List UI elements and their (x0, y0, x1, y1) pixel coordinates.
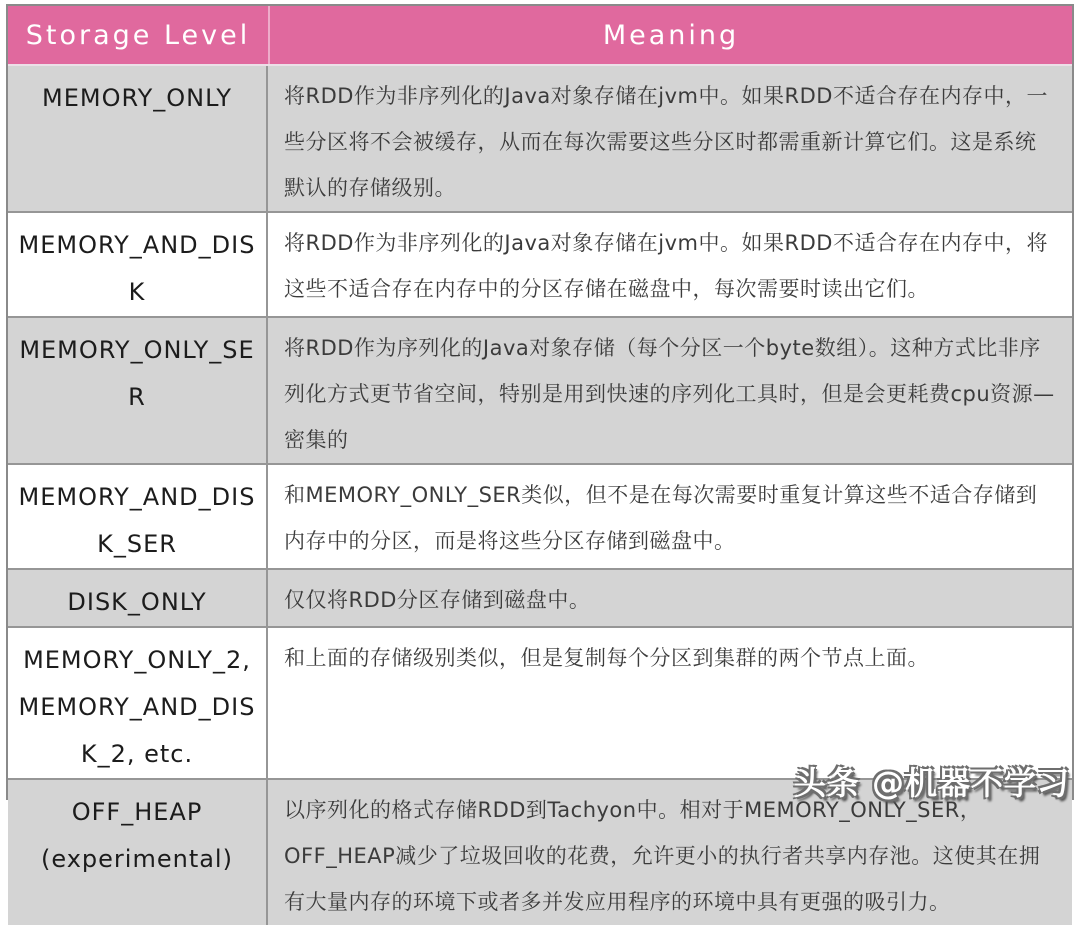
storage-level-cell: MEMORY_AND_DISK (8, 213, 268, 316)
storage-level-table (6, 4, 1074, 914)
table-header-row (8, 6, 1072, 66)
storage-level-cell: MEMORY_AND_DISK_SER (8, 465, 268, 568)
meaning-cell: 将RDD作为非序列化的Java对象存储在jvm中。如果RDD不适合存在内存中，一些分区将不会被缓存，从而在每次需要这些分区时都需重新计算它们。这是系统默认的存储级别。 (284, 84, 1048, 200)
storage-level-cell: MEMORY_ONLY (8, 66, 268, 211)
table-row (8, 213, 1072, 318)
table-row (8, 318, 1072, 465)
column-header-meaning: Meaning (602, 19, 740, 51)
table-row (8, 570, 1072, 628)
meaning-cell: 将RDD作为非序列化的Java对象存储在jvm中。如果RDD不适合存在内存中，将这些不适合存在内存中的分区存储在磁盘中，每次需要时读出它们。 (284, 231, 1048, 301)
storage-level-cell: DISK_ONLY (8, 570, 268, 626)
toutiao-watermark: 头条 @机器不学习 (793, 764, 1070, 802)
storage-level-cell: OFF_HEAP (experimental) (8, 780, 268, 925)
column-header-storage-level: Storage Level (8, 6, 270, 64)
storage-level-cell: MEMORY_ONLY_SER (8, 318, 268, 463)
table-row (8, 66, 1072, 213)
meaning-cell: 和上面的存储级别类似，但是复制每个分区到集群的两个节点上面。 (284, 646, 929, 670)
meaning-cell: 将RDD作为序列化的Java对象存储（每个分区一个byte数组）。这种方式比非序列化方式更节省空间，特别是用到快速的序列化工具时，但是会更耗费cpu资源—密集的 (284, 336, 1055, 452)
meaning-cell: 和MEMORY_ONLY_SER类似，但不是在每次需要时重复计算这些不适合存储到内存中的分区，而是将这些分区存储到磁盘中。 (284, 483, 1038, 553)
meaning-cell: 仅仅将RDD分区存储到磁盘中。 (284, 588, 591, 612)
table-row (8, 465, 1072, 570)
meaning-cell: 以序列化的格式存储RDD到Tachyon中。相对于MEMORY_ONLY_SER，OFF_HEAP减少了垃圾回收的花费，允许更小的执行者共享内存池。这使其在拥有大量内存的环境下或者多并发应用程序的环境中具有更强的吸引力。 (284, 798, 1041, 914)
storage-level-cell: MEMORY_ONLY_2, MEMORY_AND_DISK_2, etc. (8, 628, 268, 778)
